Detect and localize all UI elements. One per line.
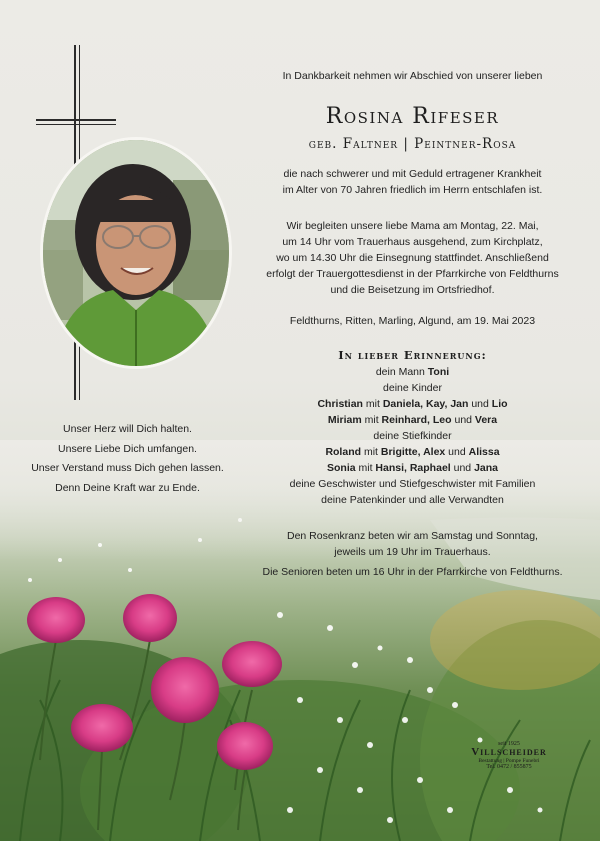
family-children-label: deine Kinder [383, 382, 442, 394]
cross-horizontal [36, 119, 116, 121]
intro-text: In Dankbarkeit nehmen wir Abschied von unserer lieben [282, 70, 543, 82]
funeral-home-logo: seit 1925 Villscheider Bestattung | Pompe Funebri Tel. 0472 / 855875 [471, 741, 547, 770]
family-step-1: Roland mit Brigitte, Alex und Alissa [325, 446, 500, 458]
seniors-text: Die Senioren beten um 16 Uhr in der Pfarrkirche von Feldthurns. [262, 566, 563, 578]
verse: Unser Herz will Dich halten. Unsere Liebe Dich umfangen. Unser Verstand muss Dich gehen lassen. Denn Deine Kraft war zu Ende. [31, 423, 224, 494]
family-husband: dein Mann Toni [375, 366, 450, 378]
death-text: die nach schwerer und mit Geduld ertragener Krankheit im Alter von 70 Jahren friedlich im Herrn entschlafen ist. [282, 168, 543, 196]
family-child-1: Christian mit Daniela, Kay, Jan und Lio [317, 398, 508, 410]
place-date: Feldthurns, Ritten, Marling, Algund, am 19. Mai 2023 [289, 315, 536, 327]
family-list [240, 364, 585, 508]
family-step-2: Sonia mit Hansi, Raphael und Jana [326, 462, 498, 474]
memory-heading: In lieber Erinnerung: [338, 348, 487, 362]
funeral-text: Wir begleiten unsere liebe Mama am Montag, 22. Mai, um 14 Uhr vom Trauerhaus ausgehend, zum Kirchplatz, wo um 14.30 Uhr die Einsegnung stattfindet. Anschließend erfolgt der Trauergottesdienst in der Pfarrkirche von Feldthurns und die Beisetzung im Ortsfriedhof. [266, 220, 559, 296]
birth-name: geb. Faltner | Peintner-Rosa [308, 136, 517, 152]
family-child-2: Miriam mit Reinhard, Leo und Vera [327, 414, 498, 426]
family-godchildren: deine Patenkinder und alle Verwandten [321, 494, 504, 506]
cross-horizontal-thin [36, 124, 116, 125]
deceased-name: Rosina Rifeser [325, 104, 500, 129]
portrait-photo [40, 137, 232, 369]
family-step-label: deine Stiefkinder [373, 430, 452, 442]
family-siblings: deine Geschwister und Stiefgeschwister mit Familien [289, 478, 536, 490]
rosary-text: Den Rosenkranz beten wir am Samstag und Sonntag, jeweils um 19 Uhr im Trauerhaus. [287, 530, 538, 558]
